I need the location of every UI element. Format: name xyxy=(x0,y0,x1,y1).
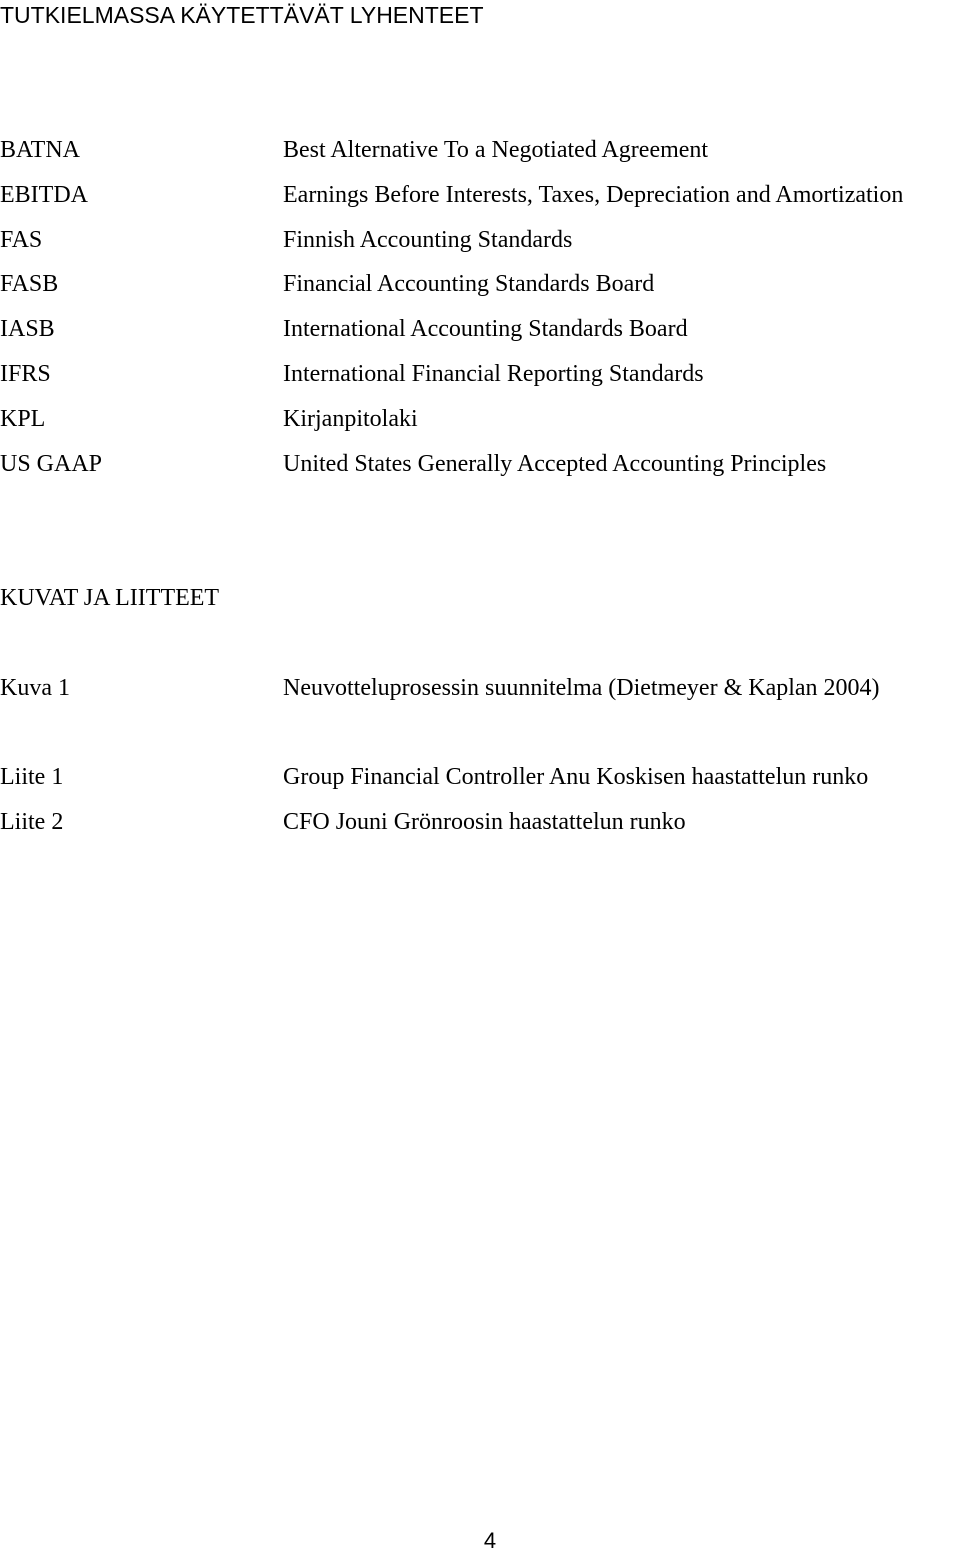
figures-appendices-heading: KUVAT JA LIITTEET xyxy=(0,585,220,611)
abbreviation-term: IASB xyxy=(0,316,55,343)
abbreviation-row xyxy=(0,315,960,360)
figures-list xyxy=(0,674,960,719)
abbreviation-row xyxy=(0,226,960,271)
abbreviation-definition: Best Alternative To a Negotiated Agreement xyxy=(283,137,709,163)
abbreviation-term: US GAAP xyxy=(0,450,103,477)
abbreviation-definition: Financial Accounting Standards Board xyxy=(283,271,655,298)
abbreviation-term: IFRS xyxy=(0,360,51,387)
abbreviation-definition: International Financial Reporting Standards xyxy=(283,360,704,387)
abbreviation-definition: United States Generally Accepted Accounting Principles xyxy=(283,450,827,477)
abbreviation-row xyxy=(0,270,960,315)
abbreviation-row xyxy=(0,360,960,405)
appendix-label: Liite 2 xyxy=(0,808,64,835)
abbreviation-definition: Finnish Accounting Standards xyxy=(283,226,573,253)
abbreviations-heading: TUTKIELMASSA KÄYTETTÄVÄT LYHENTEET xyxy=(0,2,484,28)
abbreviation-row xyxy=(0,450,960,495)
appendix-label: Liite 1 xyxy=(0,764,64,790)
abbreviation-definition: Earnings Before Interests, Taxes, Depreciation and Amortization xyxy=(283,181,904,208)
abbreviations-list xyxy=(0,136,960,494)
abbreviation-row xyxy=(0,405,960,450)
abbreviation-term: FASB xyxy=(0,271,59,298)
abbreviation-term: BATNA xyxy=(0,137,81,163)
abbreviation-term: KPL xyxy=(0,405,46,432)
figure-title: Neuvotteluprosessin suunnitelma (Dietmeyer & Kaplan 2004) xyxy=(283,675,880,701)
appendix-title: CFO Jouni Grönroosin haastattelun runko xyxy=(283,808,686,835)
abbreviation-row xyxy=(0,181,960,226)
figure-row xyxy=(0,674,960,719)
abbreviation-definition: International Accounting Standards Board xyxy=(283,316,688,343)
appendix-row xyxy=(0,808,960,853)
page-number: 4 xyxy=(483,1528,497,1553)
abbreviation-term: FAS xyxy=(0,226,43,253)
figure-label: Kuva 1 xyxy=(0,675,70,701)
abbreviation-term: EBITDA xyxy=(0,181,88,208)
appendices-list xyxy=(0,763,960,853)
abbreviation-row xyxy=(0,136,960,181)
appendix-row xyxy=(0,763,960,808)
appendix-title: Group Financial Controller Anu Koskisen haastattelun runko xyxy=(283,764,869,790)
abbreviation-definition: Kirjanpitolaki xyxy=(283,405,418,432)
